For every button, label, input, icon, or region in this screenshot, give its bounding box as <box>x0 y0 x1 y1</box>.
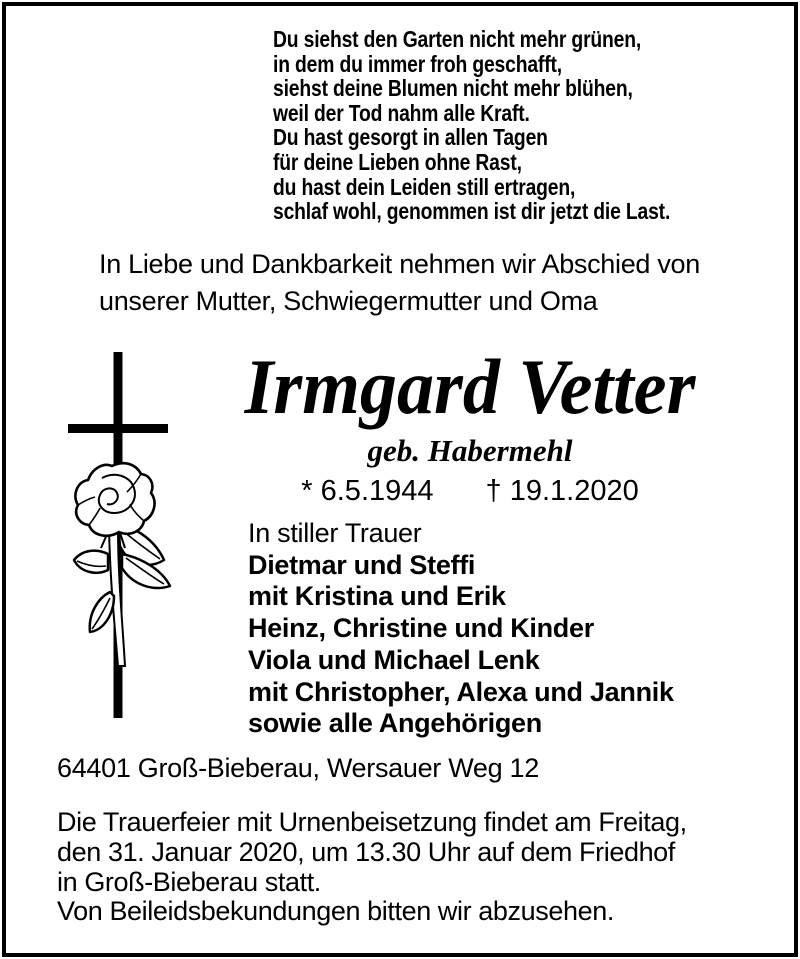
poem-line: weil der Tod nahm alle Kraft. <box>273 99 530 126</box>
cross-and-rose-icon <box>52 348 182 728</box>
mourning-intro: In stiller Trauer <box>248 518 422 548</box>
farewell-text <box>99 246 700 320</box>
funeral-line: in Groß-Bieberau statt. <box>57 866 321 897</box>
maiden-name: geb. Habermehl <box>367 433 573 468</box>
farewell-line: In Liebe und Dankbarkeit nehmen wir Abschied von <box>99 249 700 279</box>
funeral-line: Die Trauerfeier mit Urnenbeisetzung findet am Freitag, <box>57 807 687 837</box>
deceased-name: Irmgard Vetter <box>244 343 696 430</box>
poem-line: schlaf wohl, genommen ist dir jetzt die Last. <box>273 198 671 225</box>
funeral-line: den 31. Januar 2020, um 13.30 Uhr auf dem Friedhof <box>57 836 675 867</box>
farewell-line: unserer Mutter, Schwiegermutter und Oma <box>99 286 598 316</box>
poem-line: du hast dein Leiden still ertragen, <box>273 173 576 200</box>
mourner-line: Viola und Michael Lenk <box>248 644 540 675</box>
funeral-line: Von Beileidsbekundungen bitten wir abzusehen. <box>57 896 614 927</box>
poem-line: siehst deine Blumen nicht mehr blühen, <box>273 75 633 102</box>
home-address: 64401 Groß-Bieberau, Wersauer Weg 12 <box>57 753 539 783</box>
death-date: † 19.1.2020 <box>485 475 639 507</box>
deceased-block <box>210 344 730 507</box>
poem-line: für deine Lieben ohne Rast, <box>273 148 522 175</box>
mourner-line: Dietmar und Steffi <box>248 549 476 580</box>
mourner-line: mit Kristina und Erik <box>248 581 506 612</box>
memorial-poem <box>273 27 670 224</box>
mourner-line: sowie alle Angehörigen <box>248 708 542 739</box>
birth-date: * 6.5.1944 <box>301 475 434 507</box>
funeral-notice <box>57 808 687 927</box>
poem-line: Du hast gesorgt in allen Tagen <box>273 124 548 151</box>
mourners-block <box>248 518 674 740</box>
poem-line: in dem du immer froh geschafft, <box>273 50 562 77</box>
life-dates <box>210 475 730 507</box>
mourner-line: mit Christopher, Alexa und Jannik <box>248 676 674 707</box>
mourner-line: Heinz, Christine und Kinder <box>248 613 594 644</box>
poem-line: Du siehst den Garten nicht mehr grünen, <box>273 26 642 52</box>
